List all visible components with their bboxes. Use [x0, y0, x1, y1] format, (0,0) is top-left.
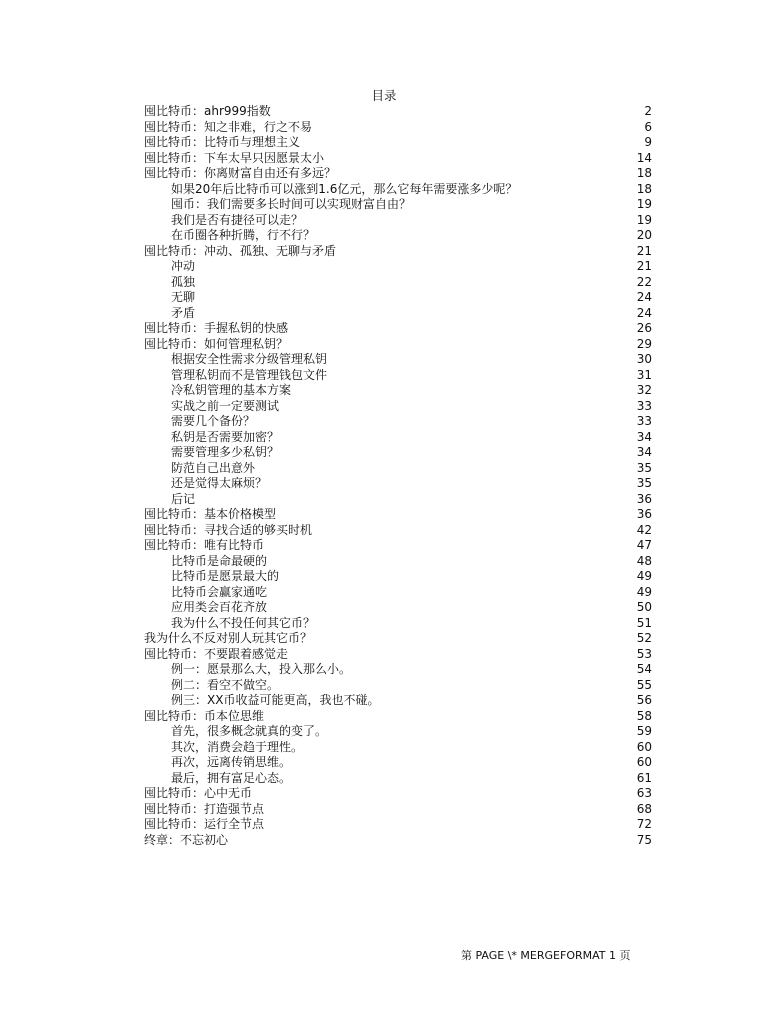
toc-entry-page-number: 31 — [636, 367, 652, 382]
toc-entry-title[interactable]: 囤比特币：知之非难，行之不易 — [144, 119, 313, 134]
toc-entry-title[interactable]: 矛盾 — [171, 305, 196, 320]
toc-entry-page-number: 50 — [636, 600, 652, 614]
toc-entry[interactable] — [144, 120, 652, 136]
toc-entry-page-number: 18 — [636, 166, 652, 180]
toc-entry[interactable] — [144, 337, 652, 353]
toc-entry[interactable] — [144, 507, 652, 523]
toc-entry[interactable] — [144, 414, 652, 430]
toc-entry[interactable] — [144, 135, 652, 151]
toc-entry[interactable] — [144, 399, 652, 415]
toc-entry-page-number: 60 — [636, 739, 652, 754]
toc-entry[interactable] — [144, 306, 652, 322]
toc-entry[interactable] — [144, 678, 652, 694]
toc-entry[interactable] — [144, 523, 652, 539]
toc-entry[interactable] — [144, 817, 652, 833]
toc-entry-title[interactable]: 后记 — [171, 491, 196, 506]
toc-entry-page-number: 9 — [644, 135, 652, 149]
toc-entry-title[interactable]: 囤比特币：心中无币 — [144, 786, 253, 800]
toc-entry-page-number: 72 — [636, 817, 652, 831]
toc-entry-title[interactable]: 终章：不忘初心 — [144, 832, 229, 847]
toc-entry-title[interactable]: 无聊 — [171, 290, 196, 304]
toc-entry[interactable] — [144, 321, 652, 337]
toc-entry-title[interactable]: 需要几个备份？ — [171, 414, 256, 428]
toc-entry-page-number: 36 — [636, 491, 652, 506]
toc-entry[interactable] — [144, 771, 652, 787]
toc-entry[interactable] — [144, 352, 652, 368]
toc-list — [144, 104, 652, 848]
toc-entry-page-number: 33 — [636, 398, 652, 413]
toc-entry-page-number: 24 — [636, 290, 652, 304]
toc-entry-title[interactable]: 囤比特币：比特币与理想主义 — [144, 135, 301, 149]
toc-entry[interactable] — [144, 755, 652, 771]
toc-entry[interactable] — [144, 709, 652, 725]
toc-entry-title[interactable]: 如果20年后比特币可以涨到1.6亿元，那么它每年需要涨多少呢？ — [171, 181, 518, 196]
toc-entry-title[interactable]: 实战之前一定要测试 — [171, 398, 280, 413]
toc-entry[interactable] — [144, 461, 652, 477]
toc-entry[interactable] — [144, 492, 652, 508]
toc-entry-page-number: 55 — [636, 677, 652, 692]
toc-entry-page-number: 34 — [636, 445, 652, 459]
toc-entry[interactable] — [144, 228, 652, 244]
toc-entry-page-number: 34 — [636, 429, 652, 444]
toc-entry-title[interactable]: 比特币是命最硬的 — [171, 553, 268, 568]
toc-entry[interactable] — [144, 802, 652, 818]
toc-entry[interactable] — [144, 538, 652, 554]
toc-entry-page-number: 22 — [636, 274, 652, 289]
toc-entry[interactable] — [144, 104, 652, 120]
toc-entry-page-number: 32 — [636, 383, 652, 397]
toc-entry-title[interactable]: 其次，消费会趋于理性。 — [171, 739, 304, 754]
toc-entry[interactable] — [144, 275, 652, 291]
toc-entry-title[interactable]: 应用类会百花齐放 — [171, 600, 268, 614]
toc-entry-title[interactable]: 比特币会赢家通吃 — [171, 584, 268, 599]
toc-entry-page-number: 47 — [636, 538, 652, 552]
toc-entry-page-number: 21 — [636, 243, 652, 258]
toc-entry-title[interactable]: 囤比特币：如何管理私钥？ — [144, 336, 289, 351]
toc-entry-title[interactable]: 我为什么不投任何其它币？ — [171, 615, 316, 630]
toc-entry-title[interactable]: 囤比特币：运行全节点 — [144, 817, 265, 831]
toc-entry-title[interactable]: 还是觉得太麻烦？ — [171, 476, 268, 490]
toc-entry[interactable] — [144, 833, 652, 849]
toc-entry-page-number: 49 — [636, 569, 652, 583]
toc-entry[interactable] — [144, 569, 652, 585]
toc-entry-title[interactable]: 囤比特币：下车太早只因愿景太小 — [144, 150, 325, 165]
toc-entry-page-number: 54 — [636, 662, 652, 676]
toc-entry-page-number: 61 — [636, 770, 652, 785]
toc-entry-title[interactable]: 比特币是愿景最大的 — [171, 569, 280, 583]
toc-entry[interactable] — [144, 197, 652, 213]
toc-entry[interactable] — [144, 631, 652, 647]
toc-entry-page-number: 14 — [636, 150, 652, 165]
toc-entry-page-number: 60 — [636, 755, 652, 769]
toc-entry-page-number: 20 — [636, 228, 652, 242]
toc-entry[interactable] — [144, 244, 652, 260]
toc-entry[interactable] — [144, 476, 652, 492]
toc-entry-page-number: 48 — [636, 553, 652, 568]
toc-entry-page-number: 33 — [636, 414, 652, 428]
toc-entry-page-number: 19 — [636, 197, 652, 211]
toc-entry-page-number: 53 — [636, 646, 652, 661]
toc-entry-page-number: 36 — [636, 507, 652, 521]
toc-entry[interactable] — [144, 290, 652, 306]
toc-entry[interactable] — [144, 616, 652, 632]
toc-entry[interactable] — [144, 693, 652, 709]
toc-entry-title[interactable]: 囤币：我们需要多长时间可以实现财富自由？ — [171, 197, 412, 211]
toc-entry-title[interactable]: 囤比特币：你离财富自由还有多远？ — [144, 166, 337, 180]
toc-entry-title[interactable]: 根据安全性需求分级管理私钥 — [171, 352, 328, 366]
toc-title: 目录 — [371, 88, 397, 103]
toc-entry-page-number: 30 — [636, 352, 652, 366]
toc-entry-title[interactable]: 囤比特币：不要跟着感觉走 — [144, 646, 289, 661]
toc-entry-page-number: 35 — [636, 460, 652, 475]
toc-entry-title[interactable]: 囤比特币：寻找合适的够买时机 — [144, 522, 313, 537]
toc-entry-title[interactable]: 例二：看空不做空。 — [171, 677, 280, 692]
toc-entry-page-number: 29 — [636, 336, 652, 351]
toc-entry-page-number: 58 — [636, 708, 652, 723]
toc-entry-title[interactable]: 例三：XX币收益可能更高，我也不碰。 — [171, 693, 380, 707]
toc-entry[interactable] — [144, 166, 652, 182]
toc-entry-title[interactable]: 冲动 — [171, 259, 196, 273]
toc-entry-title[interactable]: 我为什么不反对别人玩其它币？ — [144, 631, 313, 645]
toc-entry-title[interactable]: 管理私钥而不是管理钱包文件 — [171, 367, 328, 382]
toc-entry[interactable] — [144, 383, 652, 399]
toc-entry[interactable] — [144, 151, 652, 167]
toc-entry-page-number: 19 — [636, 212, 652, 227]
toc-entry-title[interactable]: 囤比特币：冲动、孤独、无聊与矛盾 — [144, 243, 337, 258]
toc-entry-title[interactable]: 囤比特币：ahr999指数 — [144, 104, 271, 118]
toc-entry-title[interactable]: 防范自己出意外 — [171, 460, 256, 475]
toc-entry-title[interactable]: 首先，很多概念就真的变了。 — [171, 724, 328, 738]
toc-entry[interactable] — [144, 368, 652, 384]
toc-entry-page-number: 49 — [636, 584, 652, 599]
toc-entry-title[interactable]: 私钥是否需要加密？ — [171, 429, 280, 444]
toc-entry[interactable] — [144, 182, 652, 198]
toc-entry[interactable] — [144, 724, 652, 740]
toc-entry-title[interactable]: 冷私钥管理的基本方案 — [171, 383, 292, 397]
toc-entry-title[interactable]: 囤比特币：手握私钥的快感 — [144, 321, 289, 335]
toc-entry[interactable] — [144, 585, 652, 601]
toc-entry[interactable] — [144, 600, 652, 616]
toc-entry-title[interactable]: 在币圈各种折腾，行不行？ — [171, 228, 316, 242]
toc-entry-page-number: 35 — [636, 476, 652, 490]
toc-entry[interactable] — [144, 554, 652, 570]
toc-entry-title[interactable]: 囤比特币：唯有比特币 — [144, 538, 265, 552]
toc-entry-title[interactable]: 囤比特币：币本位思维 — [144, 708, 265, 723]
toc-entry-title[interactable]: 再次，远离传销思维。 — [171, 755, 292, 769]
toc-entry[interactable] — [144, 662, 652, 678]
toc-entry-page-number: 75 — [636, 832, 652, 847]
toc-entry-page-number: 59 — [636, 724, 652, 738]
toc-entry[interactable] — [144, 740, 652, 756]
toc-entry[interactable] — [144, 430, 652, 446]
toc-entry[interactable] — [144, 259, 652, 275]
toc-entry-title[interactable]: 我们是否有捷径可以走？ — [171, 212, 304, 227]
toc-entry-page-number: 56 — [636, 693, 652, 707]
toc-entry-title[interactable]: 囤比特币：基本价格模型 — [144, 507, 277, 521]
toc-entry-page-number: 51 — [636, 615, 652, 630]
toc-entry-title[interactable]: 孤独 — [171, 274, 196, 289]
toc-entry-title[interactable]: 囤比特币：打造强节点 — [144, 801, 265, 816]
toc-entry-page-number: 42 — [636, 522, 652, 537]
toc-entry-page-number: 26 — [636, 321, 652, 335]
toc-entry-page-number: 21 — [636, 259, 652, 273]
toc-entry-title[interactable]: 例一：愿景那么大，投入那么小。 — [171, 662, 352, 676]
toc-entry-page-number: 2 — [644, 104, 652, 118]
toc-entry[interactable] — [144, 786, 652, 802]
toc-entry[interactable] — [144, 647, 652, 663]
toc-entry-page-number: 63 — [636, 786, 652, 800]
page-footer: 第 PAGE \* MERGEFORMAT 1 页 — [461, 949, 631, 962]
toc-entry-title[interactable]: 最后，拥有富足心态。 — [171, 770, 292, 785]
toc-entry[interactable] — [144, 213, 652, 229]
toc-entry[interactable] — [144, 445, 652, 461]
toc-entry-page-number: 68 — [636, 801, 652, 816]
toc-entry-page-number: 24 — [636, 305, 652, 320]
toc-entry-page-number: 6 — [644, 119, 652, 134]
toc-entry-title[interactable]: 需要管理多少私钥？ — [171, 445, 280, 459]
toc-entry-page-number: 18 — [636, 181, 652, 196]
toc-entry-page-number: 52 — [636, 631, 652, 645]
